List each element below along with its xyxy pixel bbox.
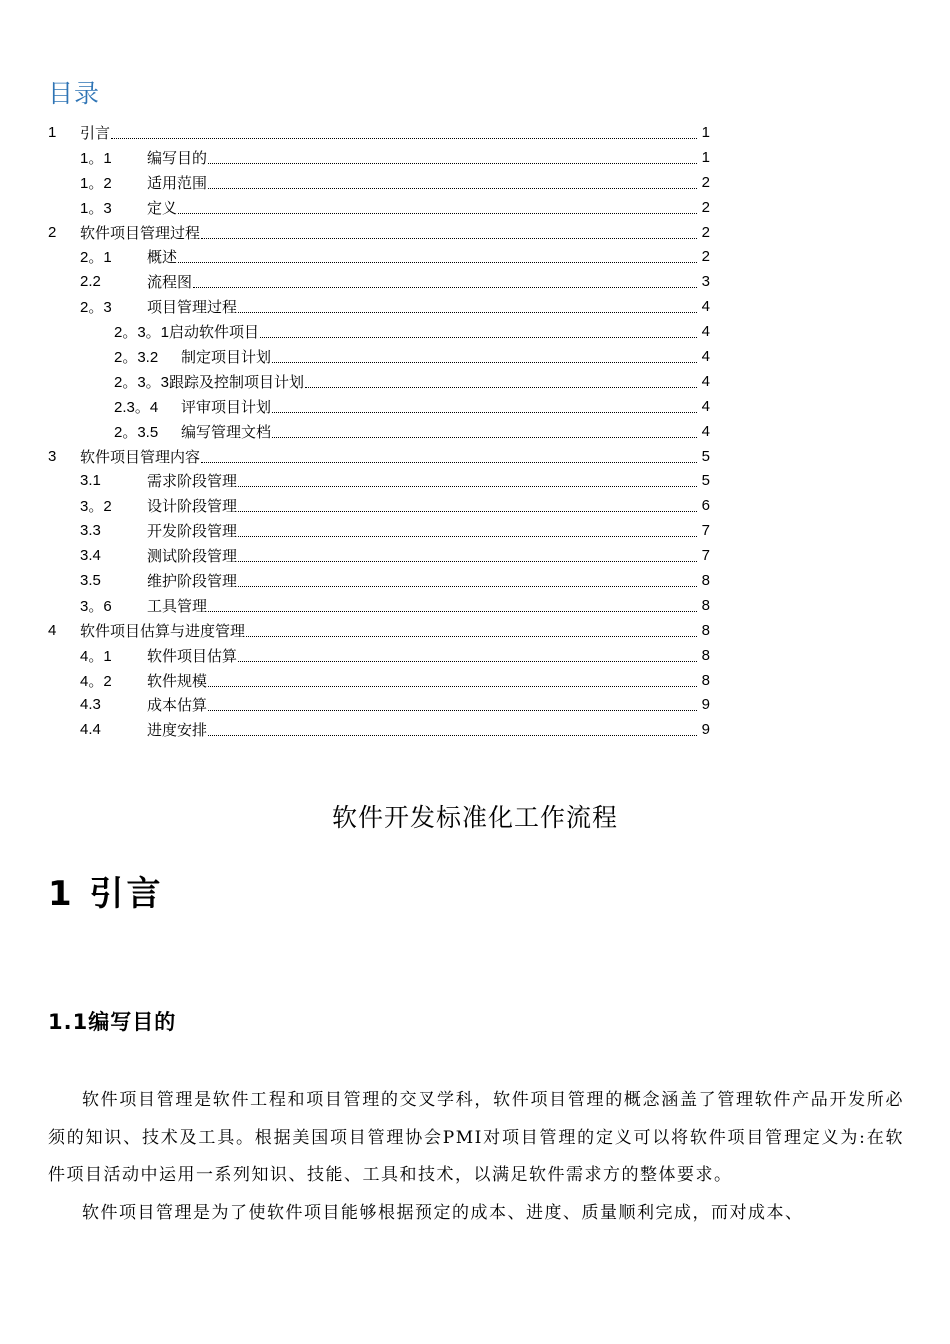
toc-leader-dots — [238, 520, 697, 537]
toc-leader-dots — [238, 495, 697, 512]
toc-entry-title: 制定项目计划 — [181, 348, 272, 366]
toc-entry-page: 4 — [701, 298, 710, 316]
toc-leader-dots — [208, 670, 697, 687]
toc-entry-title: 启动软件项目 — [169, 324, 260, 342]
table-of-contents — [48, 120, 710, 742]
document-title: 软件开发标准化工作流程 — [331, 803, 618, 832]
toc-entry-number: 1。2 — [80, 174, 112, 192]
toc-entry[interactable] — [48, 593, 710, 618]
toc-entry-title: 设计阶段管理 — [147, 498, 238, 516]
toc-entry[interactable] — [48, 120, 710, 145]
toc-leader-dots — [238, 570, 697, 587]
paragraph: 软件项目管理是为了使软件项目能够根据预定的成本、进度、质量顺利完成，而对成本、 — [82, 1202, 804, 1223]
toc-entry-title: 编写管理文档 — [181, 423, 272, 441]
toc-entry[interactable] — [48, 294, 710, 319]
toc-entry[interactable] — [48, 518, 710, 543]
toc-entry-page: 8 — [701, 596, 710, 614]
toc-entry-number: 4。1 — [80, 647, 112, 665]
toc-leader-dots — [246, 620, 697, 637]
toc-entry[interactable] — [48, 543, 710, 568]
toc-entry[interactable] — [48, 668, 710, 693]
toc-entry-title: 软件规模 — [147, 672, 208, 690]
toc-entry-page: 2 — [701, 198, 710, 216]
toc-leader-dots — [208, 172, 697, 189]
heading-2: 1.1编写目的 — [48, 1010, 177, 1034]
toc-entry-title: 软件项目估算 — [147, 647, 238, 665]
toc-entry-number: 2。3。3 — [114, 373, 170, 391]
toc-leader-dots — [208, 595, 697, 612]
toc-entry-title: 评审项目计划 — [181, 398, 272, 416]
toc-entry-number: 2。3。1 — [114, 324, 170, 342]
toc-entry-number: 4.4 — [80, 721, 101, 739]
toc-leader-dots — [193, 271, 697, 288]
toc-entry-title: 编写目的 — [147, 149, 208, 167]
toc-entry-number: 2。1 — [80, 249, 112, 267]
toc-leader-dots — [208, 147, 697, 164]
toc-entry-number: 1。1 — [80, 149, 112, 167]
toc-entry[interactable] — [48, 195, 710, 220]
toc-leader-dots — [208, 694, 697, 711]
toc-leader-dots — [238, 470, 697, 487]
toc-entry-number: 2 — [48, 223, 57, 241]
toc-entry-number: 3.1 — [80, 472, 101, 490]
toc-entry[interactable] — [48, 643, 710, 668]
toc-entry-page: 8 — [701, 646, 710, 664]
toc-entry-title: 维护阶段管理 — [147, 572, 238, 590]
toc-entry-title: 跟踪及控制项目计划 — [169, 373, 305, 391]
toc-entry-title: 流程图 — [147, 274, 193, 292]
toc-entry[interactable] — [48, 717, 710, 742]
toc-entry-page: 4 — [701, 347, 710, 365]
toc-leader-dots — [111, 122, 697, 139]
toc-entry[interactable] — [48, 618, 710, 643]
toc-entry-title: 概述 — [147, 249, 178, 267]
toc-entry-page: 8 — [701, 671, 710, 689]
toc-entry-page: 6 — [701, 497, 710, 515]
toc-entry[interactable] — [48, 394, 710, 419]
toc-entry[interactable] — [48, 493, 710, 518]
toc-entry-number: 3。6 — [80, 597, 112, 615]
toc-leader-dots — [260, 321, 697, 338]
toc-entry-page: 2 — [701, 223, 710, 241]
toc-entry[interactable] — [48, 145, 710, 170]
toc-entry-page: 9 — [701, 721, 710, 739]
toc-heading: 目录 — [48, 79, 101, 108]
toc-entry-number: 2.3。4 — [114, 398, 159, 416]
toc-leader-dots — [272, 396, 697, 413]
toc-entry-number: 3.4 — [80, 547, 101, 565]
toc-entry-page: 7 — [701, 522, 710, 540]
toc-entry-page: 5 — [701, 447, 710, 465]
toc-entry-title: 需求阶段管理 — [147, 473, 238, 491]
toc-leader-dots — [238, 545, 697, 562]
toc-entry[interactable] — [48, 568, 710, 593]
toc-leader-dots — [178, 197, 697, 214]
toc-entry-title: 进度安排 — [147, 722, 208, 740]
toc-entry-page: 9 — [701, 696, 710, 714]
toc-entry-number: 4 — [48, 621, 57, 639]
toc-entry-number: 2。3.2 — [114, 348, 159, 366]
toc-entry[interactable] — [48, 692, 710, 717]
paragraph: 软件项目管理是软件工程和项目管理的交叉学科，软件项目管理的概念涵盖了管理软件产品开发所必须的知识、技术及工具。根据美国项目管理协会PMI对项目管理的定义可以将软件项目管理定义为:在软件项目活动中运用一系列知识、技能、工具和技术，以满足软件需求方的整体要求。 — [48, 1090, 904, 1185]
toc-leader-dots — [305, 371, 697, 388]
toc-leader-dots — [178, 246, 697, 263]
toc-leader-dots — [201, 446, 697, 463]
toc-entry-page: 4 — [701, 372, 710, 390]
toc-entry-title: 软件项目管理过程 — [80, 224, 201, 242]
toc-entry-title: 软件项目管理内容 — [80, 448, 201, 466]
toc-entry-number: 3.5 — [80, 571, 101, 589]
toc-entry-title: 成本估算 — [147, 697, 208, 715]
toc-entry[interactable] — [48, 244, 710, 269]
toc-entry-page: 2 — [701, 248, 710, 266]
toc-entry[interactable] — [48, 468, 710, 493]
toc-entry-page: 4 — [701, 323, 710, 341]
toc-entry-number: 4.3 — [80, 696, 101, 714]
toc-leader-dots — [238, 296, 697, 313]
toc-entry-number: 4。2 — [80, 672, 112, 690]
toc-entry-page: 1 — [701, 123, 710, 141]
toc-entry-number: 2。3.5 — [114, 423, 159, 441]
toc-entry[interactable] — [48, 444, 710, 469]
toc-entry[interactable] — [48, 369, 710, 394]
toc-entry-page: 7 — [701, 547, 710, 565]
toc-entry-page: 1 — [701, 148, 710, 166]
toc-leader-dots — [201, 222, 697, 239]
toc-entry[interactable] — [48, 220, 710, 245]
toc-entry-number: 3.3 — [80, 522, 101, 540]
toc-entry-title: 软件项目估算与进度管理 — [80, 622, 246, 640]
toc-entry[interactable] — [48, 319, 710, 344]
toc-entry-title: 项目管理过程 — [147, 299, 238, 317]
toc-leader-dots — [272, 421, 697, 438]
toc-entry-title: 定义 — [147, 199, 178, 217]
toc-entry-title: 开发阶段管理 — [147, 523, 238, 541]
toc-entry-page: 8 — [701, 571, 710, 589]
toc-entry-title: 测试阶段管理 — [147, 548, 238, 566]
toc-leader-dots — [208, 719, 697, 736]
toc-entry-title: 适用范围 — [147, 174, 208, 192]
toc-leader-dots — [272, 346, 697, 363]
toc-entry-page: 8 — [701, 621, 710, 639]
toc-entry-page: 4 — [701, 397, 710, 415]
toc-entry[interactable] — [48, 170, 710, 195]
toc-entry-title: 引言 — [80, 124, 111, 142]
toc-entry[interactable] — [48, 419, 710, 444]
toc-entry-number: 1。3 — [80, 199, 112, 217]
toc-entry-page: 2 — [701, 173, 710, 191]
body-text — [48, 1082, 904, 1232]
toc-entry-title: 工具管理 — [147, 597, 208, 615]
toc-entry-page: 5 — [701, 472, 710, 490]
toc-entry-number: 3。2 — [80, 498, 112, 516]
heading-1: 1 引言 — [48, 874, 164, 914]
toc-entry-number: 2。3 — [80, 299, 112, 317]
toc-entry-number: 2.2 — [80, 273, 101, 291]
toc-entry-number: 3 — [48, 447, 57, 465]
toc-leader-dots — [238, 645, 697, 662]
toc-entry-page: 4 — [701, 422, 710, 440]
toc-entry-page: 3 — [701, 273, 710, 291]
toc-entry-number: 1 — [48, 123, 57, 141]
toc-entry[interactable] — [48, 269, 710, 294]
toc-entry[interactable] — [48, 344, 710, 369]
